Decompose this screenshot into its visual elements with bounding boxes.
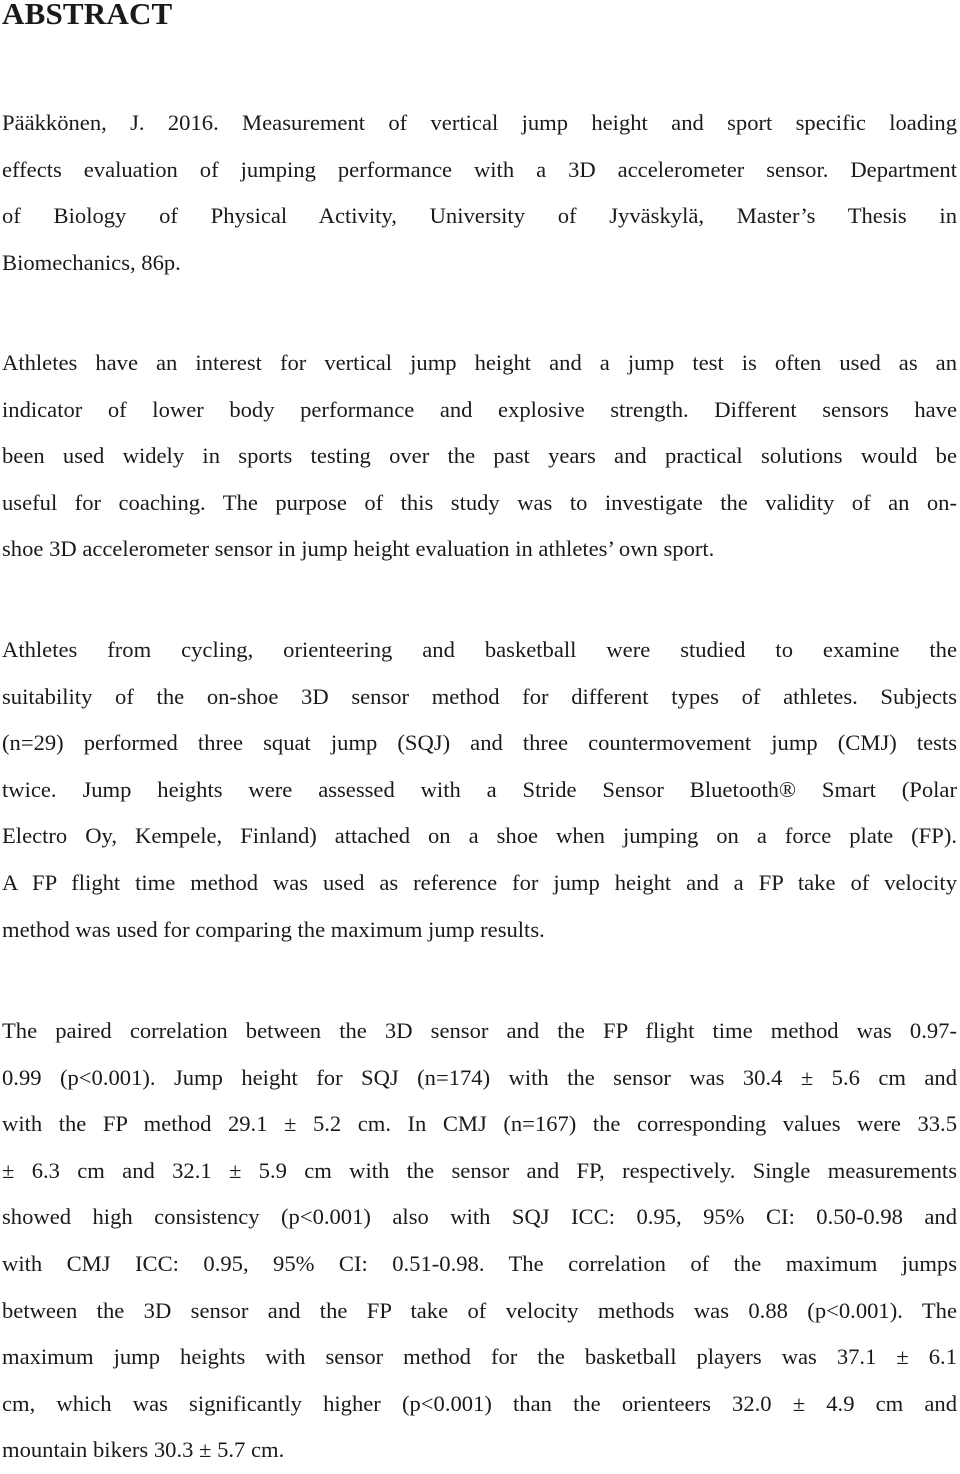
paragraph-line: with CMJ ICC: 0.95, 95% CI: 0.51-0.98. The correlation of the maximum jumps bbox=[2, 1250, 957, 1276]
paragraph-line: useful for coaching. The purpose of this study was to investigate the validity of an on- bbox=[2, 489, 957, 515]
paragraph-line: indicator of lower body performance and explosive strength. Different sensors have bbox=[2, 396, 957, 422]
paragraph-line: Biomechanics, 86p. bbox=[2, 249, 181, 275]
paragraph-line: between the 3D sensor and the FP take of velocity methods was 0.88 (p<0.001). The bbox=[2, 1297, 957, 1323]
paragraph-line: (n=29) performed three squat jump (SQJ) and three countermovement jump (CMJ) tests bbox=[2, 730, 957, 756]
abstract-heading: ABSTRACT bbox=[2, 0, 173, 31]
methods-paragraph bbox=[2, 627, 957, 953]
paragraph-line: cm, which was significantly higher (p<0.001) than the orienteers 32.0 ± 4.9 cm and bbox=[2, 1390, 957, 1416]
results-paragraph bbox=[2, 1008, 957, 1474]
citation-paragraph bbox=[2, 100, 957, 286]
paragraph-line: method was used for comparing the maximum jump results. bbox=[2, 916, 545, 942]
paragraph-line: A FP flight time method was used as reference for jump height and a FP take of velocity bbox=[2, 869, 957, 895]
paragraph-line: Athletes from cycling, orienteering and basketball were studied to examine the bbox=[2, 637, 957, 662]
paragraph-line: shoe 3D accelerometer sensor in jump height evaluation in athletes’ own sport. bbox=[2, 536, 715, 562]
paragraph-line: maximum jump heights with sensor method for the basketball players was 37.1 ± 6.1 bbox=[2, 1344, 957, 1370]
background-paragraph bbox=[2, 340, 957, 573]
paragraph-line: The paired correlation between the 3D sensor and the FP flight time method was 0.97- bbox=[2, 1018, 957, 1043]
paragraph-line: Pääkkönen, J. 2016. Measurement of vertical jump height and sport specific loading bbox=[2, 110, 957, 135]
paragraph-line: been used widely in sports testing over the past years and practical solutions would be bbox=[2, 443, 957, 469]
paragraph-line: Electro Oy, Kempele, Finland) attached on a shoe when jumping on a force plate (FP). bbox=[2, 823, 957, 849]
paragraph-line: of Biology of Physical Activity, University of Jyväskylä, Master’s Thesis in bbox=[2, 203, 957, 229]
paragraph-line: ± 6.3 cm and 32.1 ± 5.9 cm with the sensor and FP, respectively. Single measurements bbox=[2, 1157, 957, 1183]
paragraph-line: twice. Jump heights were assessed with a Stride Sensor Bluetooth® Smart (Polar bbox=[2, 776, 957, 802]
paragraph-line: Athletes have an interest for vertical jump height and a jump test is often used as an bbox=[2, 350, 957, 375]
paragraph-line: suitability of the on-shoe 3D sensor method for different types of athletes. Subjects bbox=[2, 683, 957, 709]
paragraph-line: mountain bikers 30.3 ± 5.7 cm. bbox=[2, 1437, 285, 1463]
paragraph-line: effects evaluation of jumping performance with a 3D accelerometer sensor. Department bbox=[2, 156, 957, 182]
paragraph-line: 0.99 (p<0.001). Jump height for SQJ (n=174) with the sensor was 30.4 ± 5.6 cm and bbox=[2, 1064, 957, 1090]
paragraph-line: with the FP method 29.1 ± 5.2 cm. In CMJ (n=167) the corresponding values were 33.5 bbox=[2, 1111, 957, 1137]
paragraph-line: showed high consistency (p<0.001) also with SQJ ICC: 0.95, 95% CI: 0.50-0.98 and bbox=[2, 1204, 957, 1230]
